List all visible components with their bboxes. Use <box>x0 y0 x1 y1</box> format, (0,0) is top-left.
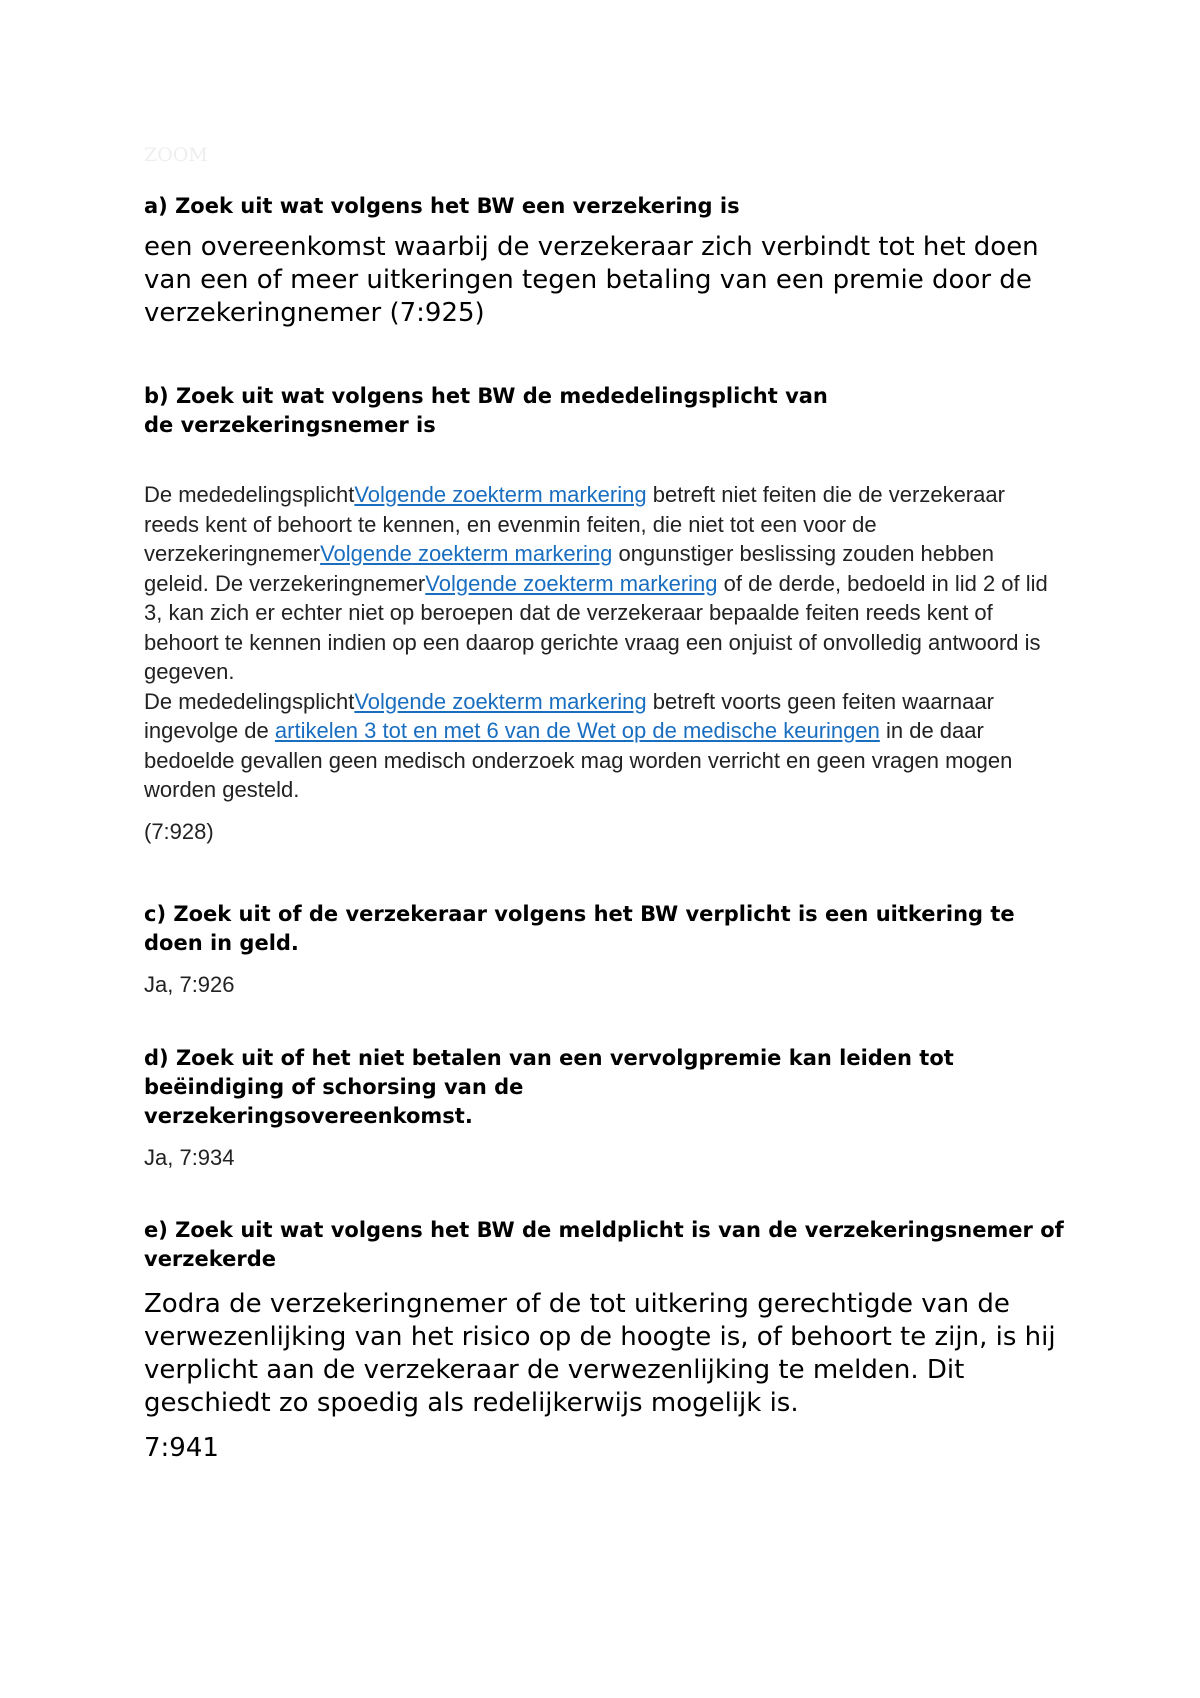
document-page <box>144 140 1074 1465</box>
answer-c: Ja, 7:926 <box>144 972 235 997</box>
medical-exams-law-link[interactable]: artikelen 3 tot en met 6 van de Wet op de medische keuringen <box>274 718 880 743</box>
reference-e: 7:941 <box>144 1433 219 1463</box>
question-c: c) Zoek uit of de verzekeraar volgens het BW verplicht is een uitkering te doen in geld. <box>144 902 1015 955</box>
answer-b-p2-text-3: in de daar bedoelde gevallen geen medisch onderzoek mag worden verricht en geen vragen mogen worden gesteld. <box>144 718 1013 802</box>
question-d-line-2: verzekeringsovereenkomst. <box>144 1103 473 1128</box>
search-term-link[interactable]: Volgende zoekterm markering <box>320 541 613 566</box>
answer-e: Zodra de verzekeringnemer of de tot uitkering gerechtigde van de verwezenlijking van het risico op de hoogte is, of behoort te zijn, is hij verplicht aan de verzekeraar de verwezenlijking te melden. Dit geschiedt zo spoedig als redelijkerwijs mogelijk is. <box>144 1289 1056 1418</box>
question-d-line-1: d) Zoek uit of het niet betalen van een vervolgpremie kan leiden tot beëindiging of schorsing van de <box>144 1045 954 1099</box>
answer-b-p1-text-2: betreft niet feiten die de verzekeraar reeds kent of behoort te kennen, en evenmin feiten, die niet tot een voor de verzekeringnemer <box>144 482 1005 566</box>
answer-b-p2-text-2: betreft voorts geen feiten waarnaar ingevolge de <box>144 688 994 743</box>
answer-b-p2-text-1: De mededelingsplicht <box>144 688 355 714</box>
search-term-link[interactable]: Volgende zoekterm markering <box>354 482 647 507</box>
answer-b-p1-text-1: De mededelingsplicht <box>144 482 355 507</box>
question-b: b) Zoek uit wat volgens het BW de mededelingsplicht van de verzekeringsnemer is <box>144 384 828 437</box>
faint-header-text: ZOOM <box>144 144 208 166</box>
search-term-link[interactable]: Volgende zoekterm markering <box>354 688 647 714</box>
reference-b: (7:928) <box>144 818 214 844</box>
answer-d: Ja, 7:934 <box>144 1144 235 1170</box>
question-d <box>144 1044 964 1131</box>
answer-b-paragraph-1 <box>144 480 1064 687</box>
search-term-link[interactable]: Volgende zoekterm markering <box>425 570 718 596</box>
answer-b-p1-text-4: of de derde, bedoeld in lid 2 of lid 3, kan zich er echter niet op beroepen dat de verzekeraar bepaalde feiten reeds kent of behoort te kennen indien op een daarop gerichte vraag een onjuist of onvolledig antwoord is gegeven. <box>144 570 1048 684</box>
question-a: a) Zoek uit wat volgens het BW een verzekering is <box>144 194 740 218</box>
answer-b-paragraph-2 <box>144 687 1049 805</box>
answer-a: een overeenkomst waarbij de verzekeraar zich verbindt tot het doen van een of meer uitkeringen tegen betaling van een premie door de verzekeringnemer (7:925) <box>144 232 1039 328</box>
answer-b-p1-text-3: ongunstiger beslissing zouden hebben geleid. De verzekeringnemer <box>144 541 994 596</box>
question-e: e) Zoek uit wat volgens het BW de meldplicht is van de verzekeringsnemer of verzekerde <box>144 1218 1064 1271</box>
